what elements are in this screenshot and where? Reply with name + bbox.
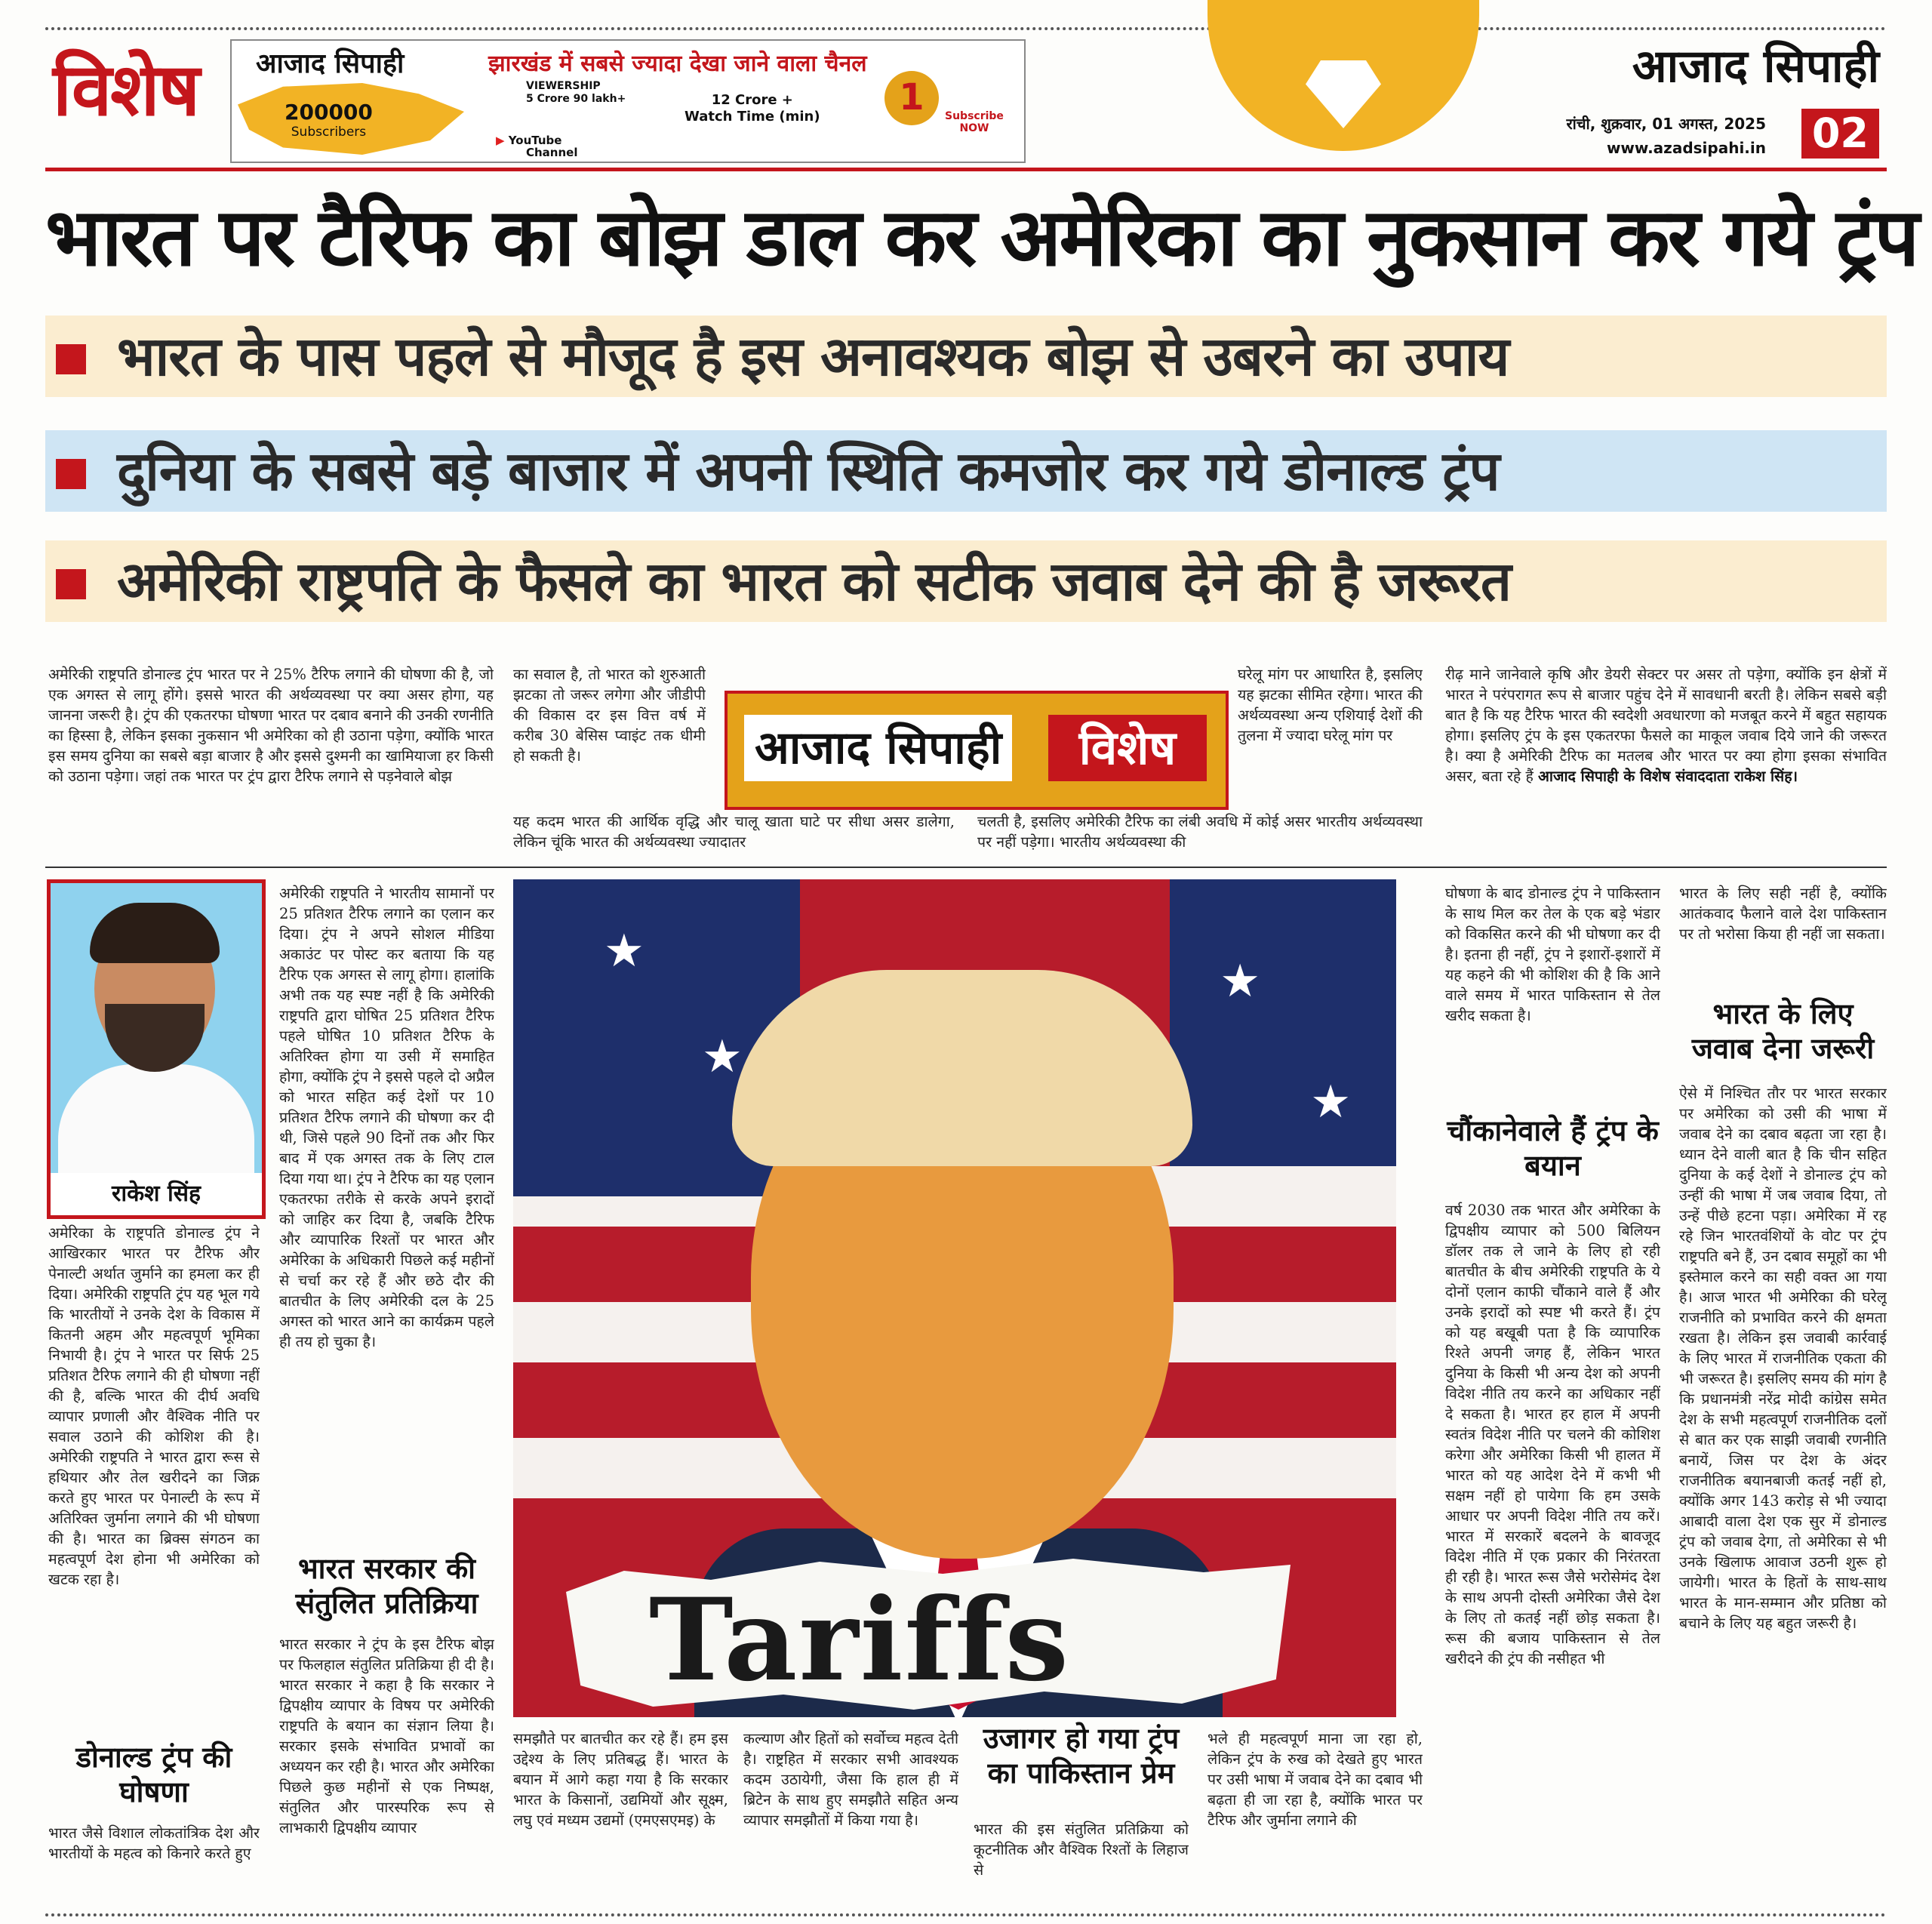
body-text: समझौते पर बातचीत कर रहे हैं। हम इस उद्देश्य के लिए प्रतिबद्ध हैं। भारत के बयान में आगे कहा गया है कि सरकार भारत के किसानों, उद्यमियों और सूक्ष्म, लघु एवं मध्यम उद्यमों (एमएसएमइ) के [513, 1730, 728, 1829]
ad-subscribers [285, 100, 373, 142]
subhead-band-3 [45, 540, 1887, 622]
main-headline: भारत पर टैरिफ का बोझ डाल कर अमेरिका का नुकसान कर गये ट्रंप [45, 191, 1918, 284]
channel-label: Channel [526, 146, 578, 159]
body-text: भले ही महत्वपूर्ण माना जा रहा हो, लेकिन ट्रंप के रुख को देखते हुए भारत पर उसी भाषा में जवाब देने का दबाव भी बढ़ता ही जा रहा है, क्योंकि भारत पर टैरिफ और जुर्माना लगाने की [1208, 1730, 1423, 1829]
page-number: 02 [1801, 109, 1879, 159]
subhead-band-1 [45, 316, 1887, 397]
badge-right: विशेष [1048, 715, 1207, 781]
bullet-square-icon [56, 569, 86, 599]
lead-photo-trump [513, 879, 1396, 1717]
body-text: भारत के लिए सही नहीं है, क्योंकि आतंकवाद फैलाने वाले देश पाकिस्तान पर तो भरोसा किया ही नहीं जा सकता। [1679, 885, 1887, 943]
body-text: भारत सरकार ने ट्रंप के इस टैरिफ बोझ पर फिलहाल संतुलित प्रतिक्रिया ही दी है। भारत सरकार ने कहा है कि सरकार ने द्विपक्षीय व्यापार के विषय पर अमेरिकी राष्ट्रपति के बयान का संज्ञान लिया है। सरकार इसके संभावित प्रभावों का अध्ययन कर रही है। भारत और अमेरिका पिछले कुछ महीनों से एक निष्पक्ष, संतुलित और पारस्परिक रूप से लाभकारी द्विपक्षीय व्यापार [279, 1636, 494, 1836]
intro-column-4 [1445, 664, 1887, 864]
body-column-1b [48, 1823, 260, 1906]
ad-watch-time [685, 92, 820, 125]
intro-text-body: रीढ़ माने जानेवाले कृषि और डेयरी सेक्टर पर असर तो पड़ेगा, क्योंकि इन क्षेत्रों में भारत ने परंपरागत रूप से बाजार पहुंच देने में सावधानी बरती है। लेकिन सबसे बड़ी बात है कि यह टैरिफ भारत की स्वदेशी अवधारणा को मजबूत करने में बहुत सहायक होगा। इसलिए ट्रंप के इस एकतरफा फैसले का माकूल जवाब दिये जाने की जरूरत है। क्या है अमेरिकी टैरिफ का मतलब और भारत पर क्या होगा इसका संभावित असर, बता रहे हैं [1445, 666, 1887, 785]
body-text: अमेरिकी राष्ट्रपति ने भारतीय सामानों पर 25 प्रतिशत टैरिफ लगाने का एलान कर दिया। ट्रंप ने अपने सोशल मीडिया अकाउंट पर पोस्ट कर बताया कि यह टैरिफ एक अगस्त से लागू होगा। हालांकि अभी तक यह स्पष्ट नहीं है कि अमेरिकी राष्ट्रपति द्वारा घोषित 25 प्रतिशत टैरिफ पहले घोषित 10 प्रतिशत टैरिफ के अतिरिक्त होगा या उसी में समाहित होगा, क्योंकि ट्रंप ने इससे पहले दो अप्रैल को भारत सहित कई देशों पर 10 प्रतिशत टैरिफ लगाने की घोषणा कर दी थी, जिसे पहले 90 दिनों तक और फिर बाद में एक अगस्त तक के लिए टाल दिया गया था। ट्रंप ने टैरिफ का यह एलान एकतरफा तरीके से करके अपने इरादों को जाहिर कर दिया है, जबकि टैरिफ और व्यापारिक रिश्तों पर भारत और अमेरिका के अधिकारी पिछले कई महीनों से चर्चा कर रहे हैं और छठे दौर की बातचीत के लिए अमेरिकी दल के 25 अगस्त को भारत आने का कार्यक्रम पहले ही तय हो चुका है। [279, 885, 494, 1350]
author-hair [90, 903, 220, 963]
star-icon: ★ [1220, 955, 1260, 1008]
subscriber-count: 200000 [285, 100, 373, 125]
youtube-label: YouTube [508, 134, 562, 147]
viewership-label: VIEWERSHIP [526, 80, 601, 92]
subheading-reply-needed: भारत के लिए जवाब देना जरूरी [1691, 997, 1875, 1065]
author-name: राकेश सिंह [51, 1173, 262, 1215]
body-text: घोषणा के बाद डोनाल्ड ट्रंप ने पाकिस्तान के साथ मिल कर तेल के एक बड़े भंडार को विकसित करने की भी घोषणा कर दी है। इतना ही नहीं, ट्रंप ने इशारों-इशारों में यह कहने की भी कोशिश की है कि आने वाले समय में भारत पाकिस्तान से तेल खरीद सकता है। [1445, 885, 1660, 1024]
section-title: विशेष [53, 48, 199, 132]
azad-sipahi-vishesh-badge [724, 691, 1229, 810]
subhead-text: दुनिया के सबसे बड़े बाजार में अपनी स्थिति कमजोर कर गये डोनाल्ड ट्रंप [117, 439, 1500, 503]
subscribe-label: Subscribe [945, 110, 1004, 122]
intro-text: अमेरिकी राष्ट्रपति डोनाल्ड ट्रंप भारत पर ने 25% टैरिफ लगाने की घोषणा की है, जो एक अगस्त से लागू होंगे। इससे भारत की अर्थव्यवस्था पर क्या असर होगा, यह जानना जरूरी है। ट्रंप की एकतरफा घोषणा भारत पर दबाव बनाने की उनकी रणनीति का हिस्सा है, लेकिन इसका नुकसान भी अमेरिका को ही उठाना पड़ेगा, क्योंकि भारत इस समय दुनिया का सबसे बड़ा बाजार है और इससे दुश्मनी का खामियाजा हर किसी को उठाना पड़ेगा। जहां तक भारत पर ट्रंप द्वारा टैरिफ लगाने से पड़नेवाले बोझ [48, 666, 494, 785]
body-column-4a [1445, 883, 1660, 1110]
intro-bottom-right [977, 811, 1423, 857]
subheading-government-response: भारत सरकार की संतुलित प्रतिक्रिया [295, 1552, 478, 1620]
section-rule [45, 867, 1887, 868]
ad-viewership [526, 80, 626, 106]
body-column-2a [279, 883, 494, 1540]
bullet-square-icon [56, 344, 86, 374]
photo-caption: Tariffs [649, 1574, 1070, 1707]
youtube-icon: ▶ [496, 134, 505, 147]
ad-brand: आजाद सिपाही [256, 48, 405, 79]
intro-text: यह कदम भारत की आर्थिक वृद्धि और चालू खाता घाटे पर सीधा असर डालेगा, लेकिन चूंकि भारत की अर्थव्यवस्था ज्यादातर [513, 813, 955, 851]
star-icon: ★ [604, 925, 645, 977]
hair [732, 970, 1192, 1166]
body-column-2b [279, 1634, 494, 1906]
subhead-text: भारत के पास पहले से मौजूद है इस अनावश्यक बोझ से उबरने का उपाय [117, 325, 1509, 388]
viewership-value: 5 Crore 90 lakh+ [526, 93, 626, 105]
intro-text: घरेलू मांग पर आधारित है, इसलिए यह झटका सीमित रहेगा। भारत की अर्थव्यवस्था अन्य एशियाई देशों की तुलना में ज्यादा घरेलू मांग पर [1238, 666, 1423, 744]
intro-column-2 [513, 664, 706, 808]
youtube-channel-label [496, 134, 577, 159]
body-column-4b [1445, 1200, 1660, 1906]
body-column-1a [48, 1223, 260, 1736]
intro-text: चलती है, इसलिए अमेरिकी टैरिफ का लंबी अवधि में कोई असर भारतीय अर्थव्यवस्था पर नहीं पड़ेगा। भारतीय अर्थव्यवस्था की [977, 813, 1423, 851]
intro-column-3 [1238, 664, 1423, 808]
author-shirt [58, 1064, 254, 1185]
subheading-pakistan-love: उजागर हो गया ट्रंप का पाकिस्तान प्रेम [983, 1722, 1180, 1790]
ad-tagline: झारखंड में सबसे ज्यादा देखा जाने वाला चैनल [488, 51, 867, 77]
body-column-5b [1679, 1083, 1887, 1906]
body-column-5a [1679, 883, 1887, 993]
body-column-p3 [974, 1819, 1189, 1906]
body-text: कल्याण और हितों को सर्वोच्च महत्व देती है। राष्ट्रहित में सरकार सभी आवश्यक कदम उठायेगी, जैसा कि हाल ही में ब्रिटेन के साथ हुए समझौते सहित अन्य व्यापार समझौतों में किया गया है। [743, 1730, 958, 1829]
bottom-dotted-border [45, 1913, 1887, 1916]
subheading-shocking-statements: चौंकानेवाले हैं ट्रंप के बयान [1447, 1114, 1659, 1182]
channel-advertisement[interactable] [230, 39, 1026, 163]
bullet-square-icon [56, 459, 86, 489]
author-beard [105, 1004, 205, 1072]
masthead-rule [45, 168, 1887, 171]
body-text: ऐसे में निश्चित तौर पर भारत सरकार पर अमेरिका को उसी की भाषा में जवाब देने का दबाव बढ़ता जा रहा है। ध्यान देने वाली बात है कि चीन सहित दुनिया के कई देशों ने डोनाल्ड ट्रंप को उन्हीं की भाषा में जब जवाब दिया, तो उन्हें पीछे हटना पड़ा। अमेरिका में रह रहे जिन भारतवंशियों के वोट पर ट्रंप राष्ट्रपति बने हैं, उन दबाव समूहों का भी इस्तेमाल करने का सही वक्त आ गया है। आज भारत भी अमेरिका की घरेलू राजनीति को प्रभावित करने की क्षमता रखता है। लेकिन इस जवाबी कार्रवाई के लिए भारत में राजनीतिक एकता की भी जरूरत है। इसलिए समय की मांग है कि प्रधानमंत्री नरेंद्र मोदी कांग्रेस समेत देश के सभी महत्वपूर्ण राजनीतिक दलों से बात कर एक साझी जवाबी रणनीति बनायें, जिस पर देश के अंदर राजनीतिक बयानबाजी कतई नहीं हो, क्योंकि अगर 143 करोड़ से भी ज्यादा आबादी वाला देश एक सुर में डोनाल्ड ट्रंप को जवाब देगा, तो अमेरिका से भी उनके खिलाफ आवाज उठनी शुरू हो जायेगी। भारत के हितों के साथ-साथ भारत के मान-सम्मान और प्रतिष्ठा को बचाने के लिए यह बहुत जरूरी है। [1679, 1085, 1887, 1632]
star-icon: ★ [702, 1030, 743, 1083]
subscriber-label: Subscribers [291, 125, 367, 140]
number-one-badge-icon: 1 [884, 71, 939, 125]
badge-left: आजाद सिपाही [744, 715, 1012, 781]
author-photo [47, 879, 266, 1219]
watch-time-value: 12 Crore + [711, 92, 793, 108]
subscribe-now-button[interactable] [945, 110, 1004, 134]
intro-bottom-left [513, 811, 955, 857]
body-text: अमेरिका के राष्ट्रपति डोनाल्ड ट्रंप ने आखिरकार भारत पर टैरिफ और पेनाल्टी अर्थात जुर्माने का हमला कर ही दिया। अमेरिकी राष्ट्रपति ट्रंप यह भूल गये कि भारतीयों ने उनके देश के विकास में कितनी अहम और महत्वपूर्ण भूमिका निभायी है। ट्रंप ने भारत पर सिर्फ 25 प्रतिशत टैरिफ लगाने की ही घोषणा नहीं की है, बल्कि भारत की दीर्घ अवधि व्यापार प्रणाली और वैश्विक नीति पर सवाल उठाने की कोशिश की है। अमेरिकी राष्ट्रपति ने भारत द्वारा रूस से हथियार और तेल खरीदने का जिक्र करते हुए भारत पर पेनाल्टी के रूप में अतिरिक्त जुर्माना लगाने की भी घोषणा की है। भारत का ब्रिक्स संगठन का महत्वपूर्ण देश होना भी अमेरिका को खटक रहा है। [48, 1224, 260, 1588]
body-column-p2 [743, 1729, 958, 1906]
body-text: भारत जैसे विशाल लोकतांत्रिक देश और भारतीयों के महत्व को किनारे करते हुए [48, 1824, 260, 1862]
body-column-p1 [513, 1729, 728, 1906]
newspaper-logo: आजाद सिपाही [1632, 40, 1879, 93]
subheading-trump-announcement: डोनाल्ड ट्रंप की घोषणा [75, 1741, 232, 1809]
dateline: रांची, शुक्रवार, 01 अगस्त, 2025 [1566, 115, 1766, 133]
now-label: NOW [959, 122, 989, 134]
body-text: वर्ष 2030 तक भारत और अमेरिका के द्विपक्षीय व्यापार को 500 बिलियन डॉलर तक ले जाने के लिए हो रही बातचीत के बीच अमेरिकी राष्ट्रपति के ये दोनों एलान काफी चौंकाने वाले हैं और उनके इरादों को स्पष्ट भी करते हैं। ट्रंप को यह बखूबी पता है कि व्यापारिक रिश्ते अपनी जगह हैं, लेकिन भारत दुनिया के किसी भी अन्य देश को अपनी विदेश नीति तय करने का अधिकार नहीं दे सकता है। भारत हर हाल में अपनी स्वतंत्र विदेश नीति पर चलने की कोशिश करेगा और अमेरिका किसी भी हालत में भारत को यह आदेश देने में कभी भी सक्षम नहीं हो पायेगा कि हम उसके आधार पर अपनी विदेश नीति तय करें। भारत में सरकारें बदलने के बावजूद विदेश नीति में एक प्रकार की निरंतरता ही रही है। भारत रूस जैसे भरोसेमंद देश के साथ अपनी दोस्ती अमेरिका जैसे देश के लिए तो कतई नहीं छोड़ सकता है। रूस की बजाय पाकिस्तान से तेल खरीदने की ट्रंप की नसीहत भी [1445, 1202, 1660, 1667]
masthead [45, 30, 1887, 166]
intro-text: का सवाल है, तो भारत को शुरुआती झटका तो जरूर लगेगा और जीडीपी की विकास दर इस वित्त वर्ष में करीब 30 बेसिस प्वाइंट तक धीमी हो सकती है। [513, 666, 706, 765]
intro-text [1445, 664, 1887, 787]
star-icon: ★ [1310, 1076, 1351, 1128]
watch-time-label: Watch Time (min) [685, 109, 820, 125]
body-column-p4 [1208, 1729, 1423, 1906]
subhead-band-2 [45, 430, 1887, 512]
subhead-text: अमेरिकी राष्ट्रपति के फैसले का भारत को सटीक जवाब देने की है जरूरत [117, 549, 1511, 613]
website-link[interactable]: www.azadsipahi.in [1606, 139, 1766, 157]
author-credit: आजाद सिपाही के विशेष संवाददाता राकेश सिंह। [1538, 768, 1798, 785]
flag-canton-right [1170, 879, 1396, 1166]
body-text: भारत की इस संतुलित प्रतिक्रिया को कूटनीतिक और वैश्विक रिश्तों के लिहाज से [974, 1821, 1189, 1879]
intro-column-1 [48, 664, 494, 864]
